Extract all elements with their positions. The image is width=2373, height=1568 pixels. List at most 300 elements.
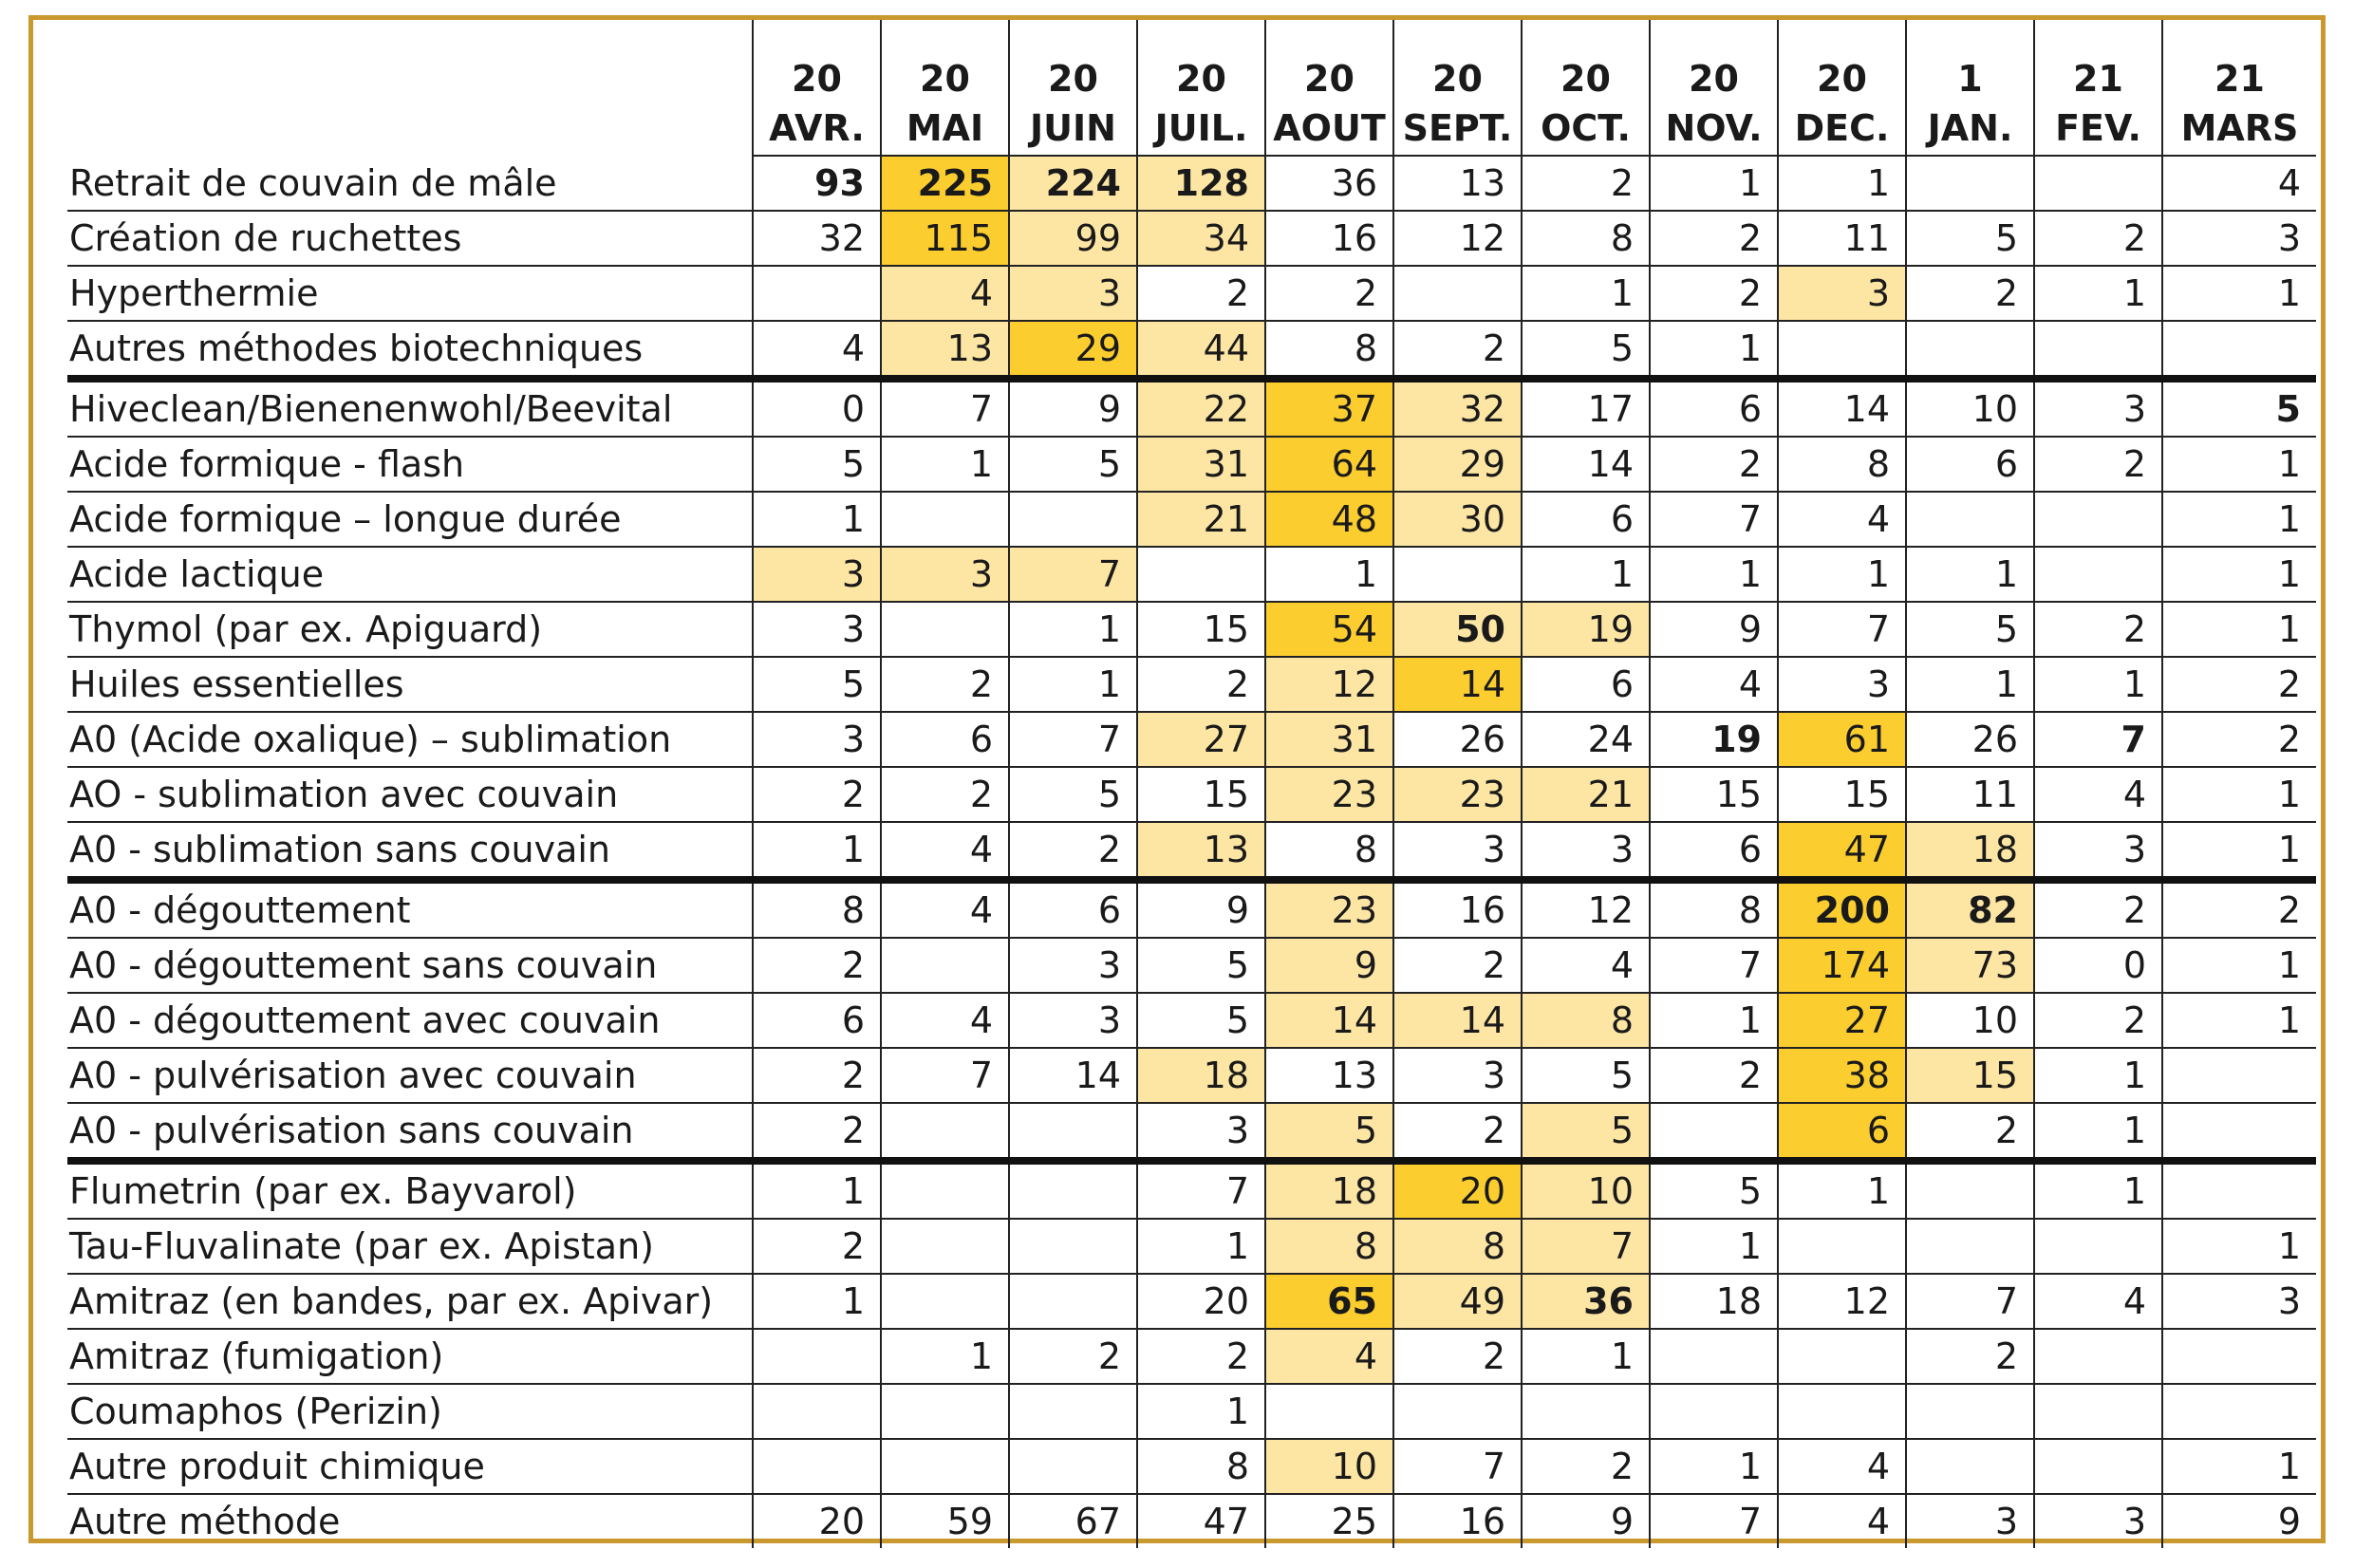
column-header-year: 20 bbox=[1560, 58, 1611, 100]
table-row bbox=[67, 1494, 2316, 1548]
table-cell bbox=[1906, 1384, 2034, 1439]
table-cell bbox=[1009, 1439, 1137, 1494]
table-cell: 1 bbox=[753, 1274, 881, 1329]
table-cell bbox=[881, 1439, 1009, 1494]
table-cell: 36 bbox=[1522, 1274, 1650, 1329]
table-cell bbox=[2162, 1048, 2316, 1103]
table-cell: 2 bbox=[1522, 156, 1650, 211]
table-cell bbox=[2162, 1161, 2316, 1219]
table-cell: 2 bbox=[1906, 1329, 2034, 1384]
table-cell: 8 bbox=[1265, 822, 1393, 880]
column-header-month: AVR. bbox=[769, 107, 865, 149]
table-cell: 3 bbox=[2162, 1274, 2316, 1329]
table-cell: 16 bbox=[1265, 211, 1393, 266]
table-cell: 3 bbox=[1778, 657, 1906, 712]
row-label: Acide lactique bbox=[67, 547, 753, 602]
table-cell bbox=[881, 1103, 1009, 1161]
table-cell: 5 bbox=[1137, 938, 1265, 993]
row-label: Acide formique - flash bbox=[67, 437, 753, 492]
table-cell: 6 bbox=[753, 993, 881, 1048]
table-cell: 36 bbox=[1265, 156, 1393, 211]
table-cell: 1 bbox=[2162, 1439, 2316, 1494]
table-row bbox=[67, 712, 2316, 767]
table-cell: 2 bbox=[1650, 437, 1778, 492]
table-cell: 7 bbox=[1778, 602, 1906, 657]
column-header-year: 20 bbox=[1689, 58, 1739, 100]
table-cell bbox=[1009, 1103, 1137, 1161]
table-cell: 3 bbox=[753, 602, 881, 657]
table-cell: 14 bbox=[1393, 993, 1522, 1048]
table-cell: 9 bbox=[1265, 938, 1393, 993]
table-cell: 19 bbox=[1522, 602, 1650, 657]
table-cell: 8 bbox=[1265, 1219, 1393, 1274]
table-cell: 13 bbox=[1265, 1048, 1393, 1103]
row-label: Création de ruchettes bbox=[67, 211, 753, 266]
table-cell bbox=[881, 938, 1009, 993]
column-header-year: 20 bbox=[920, 58, 970, 100]
table-cell: 15 bbox=[1778, 767, 1906, 822]
table-cell: 3 bbox=[1778, 266, 1906, 321]
column-header-month: SEPT. bbox=[1402, 107, 1513, 149]
table-cell: 10 bbox=[1906, 379, 2034, 437]
table-cell: 2 bbox=[1393, 321, 1522, 379]
table-cell: 1 bbox=[2034, 657, 2162, 712]
table-cell: 1 bbox=[2034, 1103, 2162, 1161]
column-header bbox=[753, 20, 881, 156]
table-cell: 3 bbox=[1906, 1494, 2034, 1548]
table-cell: 7 bbox=[1522, 1219, 1650, 1274]
table-cell: 5 bbox=[1906, 602, 2034, 657]
table-cell: 15 bbox=[1650, 767, 1778, 822]
table-cell bbox=[1009, 1274, 1137, 1329]
table-cell: 30 bbox=[1393, 492, 1522, 547]
table-cell: 6 bbox=[1650, 822, 1778, 880]
table-cell: 2 bbox=[753, 1219, 881, 1274]
table-cell: 20 bbox=[1137, 1274, 1265, 1329]
table-cell: 1 bbox=[1009, 657, 1137, 712]
table-cell: 8 bbox=[1650, 880, 1778, 938]
table-cell: 5 bbox=[1522, 1048, 1650, 1103]
table-cell: 59 bbox=[881, 1494, 1009, 1548]
table-cell: 1 bbox=[1265, 547, 1393, 602]
table-cell: 2 bbox=[1009, 1329, 1137, 1384]
table-cell: 13 bbox=[1137, 822, 1265, 880]
table-cell bbox=[1778, 321, 1906, 379]
table-cell: 11 bbox=[1906, 767, 2034, 822]
table-cell: 2 bbox=[2034, 602, 2162, 657]
table-cell: 17 bbox=[1522, 379, 1650, 437]
column-header bbox=[1522, 20, 1650, 156]
table-cell: 20 bbox=[753, 1494, 881, 1548]
table-cell: 5 bbox=[1265, 1103, 1393, 1161]
row-label: Acide formique – longue durée bbox=[67, 492, 753, 547]
table-cell: 6 bbox=[1009, 880, 1137, 938]
table-cell: 2 bbox=[2034, 437, 2162, 492]
table-cell: 0 bbox=[753, 379, 881, 437]
table-cell: 2 bbox=[753, 767, 881, 822]
column-header-year: 1 bbox=[1957, 58, 1983, 100]
table-cell: 1 bbox=[1778, 547, 1906, 602]
table-cell: 4 bbox=[881, 880, 1009, 938]
row-label: A0 - sublimation sans couvain bbox=[67, 822, 753, 880]
table-cell: 8 bbox=[1522, 211, 1650, 266]
table-row bbox=[67, 379, 2316, 437]
table-cell: 7 bbox=[1650, 938, 1778, 993]
table-cell bbox=[2034, 321, 2162, 379]
column-header-year: 20 bbox=[1817, 58, 1867, 100]
table-cell: 11 bbox=[1778, 211, 1906, 266]
column-header-year: 20 bbox=[1048, 58, 1098, 100]
table-cell: 34 bbox=[1137, 211, 1265, 266]
table-cell: 1 bbox=[1906, 547, 2034, 602]
table-cell: 200 bbox=[1778, 880, 1906, 938]
table-cell: 32 bbox=[1393, 379, 1522, 437]
column-header-month: OCT. bbox=[1541, 107, 1631, 149]
table-cell: 7 bbox=[1137, 1161, 1265, 1219]
table-cell: 5 bbox=[2162, 379, 2316, 437]
table-cell: 14 bbox=[1009, 1048, 1137, 1103]
table-cell: 18 bbox=[1650, 1274, 1778, 1329]
table-cell: 4 bbox=[881, 822, 1009, 880]
table-cell: 2 bbox=[1137, 266, 1265, 321]
table-cell bbox=[1906, 1219, 2034, 1274]
table-cell: 4 bbox=[1778, 1494, 1906, 1548]
table-cell: 7 bbox=[1009, 712, 1137, 767]
table-frame bbox=[28, 15, 2326, 1543]
table-cell: 5 bbox=[1137, 993, 1265, 1048]
table-cell: 47 bbox=[1137, 1494, 1265, 1548]
table-row bbox=[67, 266, 2316, 321]
table-cell bbox=[2162, 321, 2316, 379]
table-cell: 2 bbox=[2034, 880, 2162, 938]
table-cell: 6 bbox=[881, 712, 1009, 767]
table-cell: 31 bbox=[1265, 712, 1393, 767]
table-cell: 22 bbox=[1137, 379, 1265, 437]
table-cell: 47 bbox=[1778, 822, 1906, 880]
table-cell: 8 bbox=[1393, 1219, 1522, 1274]
table-cell: 21 bbox=[1522, 767, 1650, 822]
table-cell: 3 bbox=[2034, 1494, 2162, 1548]
table-cell: 1 bbox=[2034, 266, 2162, 321]
table-cell: 2 bbox=[2034, 211, 2162, 266]
table-cell: 2 bbox=[2162, 657, 2316, 712]
column-header-month: MAI bbox=[906, 107, 984, 149]
table-row bbox=[67, 1219, 2316, 1274]
table-cell bbox=[1906, 1439, 2034, 1494]
table-cell bbox=[1137, 547, 1265, 602]
table-cell: 18 bbox=[1906, 822, 2034, 880]
column-header-month: JAN. bbox=[1927, 107, 2013, 149]
table-cell: 4 bbox=[2034, 1274, 2162, 1329]
column-header-month: JUIN bbox=[1030, 107, 1116, 149]
table-row bbox=[67, 1384, 2316, 1439]
table-cell: 3 bbox=[2034, 822, 2162, 880]
table-cell: 3 bbox=[1522, 822, 1650, 880]
table-cell: 13 bbox=[881, 321, 1009, 379]
table-cell: 64 bbox=[1265, 437, 1393, 492]
table-cell: 16 bbox=[1393, 880, 1522, 938]
table-cell: 1 bbox=[1778, 156, 1906, 211]
table-cell: 2 bbox=[753, 1103, 881, 1161]
table-cell: 1 bbox=[2162, 437, 2316, 492]
column-header bbox=[1009, 20, 1137, 156]
table-cell bbox=[2034, 1439, 2162, 1494]
table-cell: 2 bbox=[1906, 1103, 2034, 1161]
table-cell bbox=[1906, 1161, 2034, 1219]
table-cell bbox=[1906, 156, 2034, 211]
table-cell: 99 bbox=[1009, 211, 1137, 266]
table-cell bbox=[1778, 1329, 1906, 1384]
table-cell: 4 bbox=[1778, 1439, 1906, 1494]
table-cell bbox=[1650, 1329, 1778, 1384]
row-label: Tau-Fluvalinate (par ex. Apistan) bbox=[67, 1219, 753, 1274]
table-cell: 3 bbox=[2162, 211, 2316, 266]
table-cell bbox=[1522, 1384, 1650, 1439]
table-cell: 25 bbox=[1265, 1494, 1393, 1548]
table-cell: 4 bbox=[2034, 767, 2162, 822]
table-cell bbox=[881, 1384, 1009, 1439]
table-cell: 10 bbox=[1265, 1439, 1393, 1494]
table-cell: 2 bbox=[2162, 712, 2316, 767]
table-cell: 1 bbox=[1137, 1219, 1265, 1274]
table-cell: 12 bbox=[1265, 657, 1393, 712]
table-cell: 18 bbox=[1137, 1048, 1265, 1103]
table-row bbox=[67, 156, 2316, 211]
table-cell: 2 bbox=[1650, 266, 1778, 321]
table-cell: 14 bbox=[1393, 657, 1522, 712]
table-cell bbox=[2162, 1103, 2316, 1161]
table-cell: 8 bbox=[1778, 437, 1906, 492]
table-cell: 1 bbox=[753, 822, 881, 880]
column-header bbox=[1393, 20, 1522, 156]
table-row bbox=[67, 938, 2316, 993]
table-cell bbox=[881, 1274, 1009, 1329]
table-cell: 8 bbox=[1522, 993, 1650, 1048]
table-cell: 1 bbox=[2162, 602, 2316, 657]
table-cell: 1 bbox=[2162, 1219, 2316, 1274]
row-label: Thymol (par ex. Apiguard) bbox=[67, 602, 753, 657]
table-cell: 8 bbox=[753, 880, 881, 938]
table-cell: 4 bbox=[1650, 657, 1778, 712]
table-cell: 5 bbox=[1522, 321, 1650, 379]
table-cell: 0 bbox=[2034, 938, 2162, 993]
column-header bbox=[2034, 20, 2162, 156]
table-cell: 15 bbox=[1906, 1048, 2034, 1103]
table-cell: 44 bbox=[1137, 321, 1265, 379]
column-header-month: FEV. bbox=[2055, 107, 2141, 149]
table-cell: 65 bbox=[1265, 1274, 1393, 1329]
table-cell bbox=[1906, 492, 2034, 547]
table-cell: 1 bbox=[1650, 1439, 1778, 1494]
table-cell: 7 bbox=[2034, 712, 2162, 767]
table-row bbox=[67, 211, 2316, 266]
table-cell: 115 bbox=[881, 211, 1009, 266]
table-cell bbox=[1650, 1103, 1778, 1161]
row-label: A0 - pulvérisation sans couvain bbox=[67, 1103, 753, 1161]
table-row bbox=[67, 547, 2316, 602]
table-cell: 7 bbox=[1650, 1494, 1778, 1548]
row-label: A0 - dégouttement avec couvain bbox=[67, 993, 753, 1048]
table-cell: 49 bbox=[1393, 1274, 1522, 1329]
table-cell: 2 bbox=[881, 767, 1009, 822]
table-cell: 7 bbox=[1393, 1439, 1522, 1494]
table-cell: 7 bbox=[881, 379, 1009, 437]
table-cell: 29 bbox=[1009, 321, 1137, 379]
table-cell: 10 bbox=[1906, 993, 2034, 1048]
column-header-month: DEC. bbox=[1794, 107, 1890, 149]
table-cell: 32 bbox=[753, 211, 881, 266]
table-cell: 26 bbox=[1906, 712, 2034, 767]
table-cell: 67 bbox=[1009, 1494, 1137, 1548]
table-cell: 2 bbox=[1393, 1329, 1522, 1384]
table-row bbox=[67, 1274, 2316, 1329]
table-cell: 174 bbox=[1778, 938, 1906, 993]
table-cell: 1 bbox=[1650, 1219, 1778, 1274]
column-header bbox=[1265, 20, 1393, 156]
row-label: Huiles essentielles bbox=[67, 657, 753, 712]
table-cell: 2 bbox=[1650, 1048, 1778, 1103]
table-cell bbox=[1265, 1384, 1393, 1439]
table-cell: 1 bbox=[2162, 993, 2316, 1048]
table-cell: 73 bbox=[1906, 938, 2034, 993]
table-cell: 8 bbox=[1265, 321, 1393, 379]
table-cell: 1 bbox=[1906, 657, 2034, 712]
table-cell: 1 bbox=[1522, 1329, 1650, 1384]
table-cell: 26 bbox=[1393, 712, 1522, 767]
table-cell: 9 bbox=[1137, 880, 1265, 938]
table-row bbox=[67, 767, 2316, 822]
column-header-year: 20 bbox=[1304, 58, 1355, 100]
table-cell: 5 bbox=[1009, 437, 1137, 492]
column-header-year: 21 bbox=[2214, 58, 2265, 100]
row-label: Hyperthermie bbox=[67, 266, 753, 321]
column-header bbox=[1778, 20, 1906, 156]
table-cell: 14 bbox=[1265, 993, 1393, 1048]
table-cell: 4 bbox=[881, 266, 1009, 321]
table-cell: 2 bbox=[1137, 1329, 1265, 1384]
row-label: Coumaphos (Perizin) bbox=[67, 1384, 753, 1439]
table-cell: 12 bbox=[1778, 1274, 1906, 1329]
table-cell: 27 bbox=[1778, 993, 1906, 1048]
table-cell bbox=[1778, 1219, 1906, 1274]
column-header-year: 21 bbox=[2073, 58, 2123, 100]
table-cell: 7 bbox=[881, 1048, 1009, 1103]
table-cell: 1 bbox=[881, 437, 1009, 492]
table-cell bbox=[2034, 1329, 2162, 1384]
table-cell bbox=[2034, 1219, 2162, 1274]
table-cell: 2 bbox=[1522, 1439, 1650, 1494]
table-cell: 5 bbox=[753, 437, 881, 492]
table-cell: 9 bbox=[1650, 602, 1778, 657]
table-cell: 6 bbox=[1650, 379, 1778, 437]
table-cell: 5 bbox=[753, 657, 881, 712]
table-cell: 1 bbox=[1137, 1384, 1265, 1439]
table-cell: 2 bbox=[753, 938, 881, 993]
table-cell: 3 bbox=[1009, 266, 1137, 321]
table-cell bbox=[2034, 547, 2162, 602]
table-cell: 15 bbox=[1137, 767, 1265, 822]
table-cell: 1 bbox=[2162, 938, 2316, 993]
table-cell: 2 bbox=[1393, 938, 1522, 993]
table-cell: 3 bbox=[1393, 1048, 1522, 1103]
table-row bbox=[67, 1103, 2316, 1161]
table-row bbox=[67, 1048, 2316, 1103]
table-row bbox=[67, 437, 2316, 492]
table-cell: 5 bbox=[1906, 211, 2034, 266]
table-cell: 1 bbox=[1522, 266, 1650, 321]
table-cell bbox=[1009, 1384, 1137, 1439]
table-cell: 6 bbox=[1906, 437, 2034, 492]
table-cell: 3 bbox=[1009, 993, 1137, 1048]
table-cell: 12 bbox=[1522, 880, 1650, 938]
row-label: Autres méthodes biotechniques bbox=[67, 321, 753, 379]
table-row bbox=[67, 657, 2316, 712]
table-row bbox=[67, 602, 2316, 657]
table-cell: 1 bbox=[1650, 156, 1778, 211]
column-header bbox=[2162, 20, 2316, 156]
table-cell: 1 bbox=[2162, 767, 2316, 822]
table-cell: 1 bbox=[2162, 266, 2316, 321]
table-cell: 2 bbox=[1393, 1103, 1522, 1161]
table-cell: 13 bbox=[1393, 156, 1522, 211]
table-cell: 4 bbox=[881, 993, 1009, 1048]
table-cell: 14 bbox=[1778, 379, 1906, 437]
table-cell: 10 bbox=[1522, 1161, 1650, 1219]
table-cell bbox=[1393, 547, 1522, 602]
table-cell: 4 bbox=[753, 321, 881, 379]
table-cell bbox=[2162, 1384, 2316, 1439]
table-cell: 48 bbox=[1265, 492, 1393, 547]
column-header bbox=[1906, 20, 2034, 156]
table-row bbox=[67, 1439, 2316, 1494]
table-cell: 23 bbox=[1265, 767, 1393, 822]
table-cell: 2 bbox=[1650, 211, 1778, 266]
table-cell: 6 bbox=[1522, 657, 1650, 712]
table-cell: 3 bbox=[753, 712, 881, 767]
table-cell: 18 bbox=[1265, 1161, 1393, 1219]
row-label: Autre méthode bbox=[69, 1501, 341, 1542]
table-cell bbox=[1009, 1161, 1137, 1219]
table-cell: 7 bbox=[1009, 547, 1137, 602]
table-cell bbox=[881, 492, 1009, 547]
table-cell: 93 bbox=[753, 156, 881, 211]
table-cell: 2 bbox=[881, 657, 1009, 712]
table-cell: 82 bbox=[1906, 880, 2034, 938]
table-cell bbox=[753, 266, 881, 321]
table-cell: 1 bbox=[753, 1161, 881, 1219]
table-cell bbox=[1650, 1384, 1778, 1439]
table-cell: 1 bbox=[2162, 547, 2316, 602]
table-cell: 1 bbox=[2034, 1161, 2162, 1219]
table-cell: 23 bbox=[1393, 767, 1522, 822]
column-header bbox=[881, 20, 1009, 156]
table-cell: 1 bbox=[1778, 1161, 1906, 1219]
table-cell: 3 bbox=[753, 547, 881, 602]
table-cell: 8 bbox=[1137, 1439, 1265, 1494]
table-cell bbox=[881, 602, 1009, 657]
header-row bbox=[67, 20, 2316, 156]
row-label: Flumetrin (par ex. Bayvarol) bbox=[67, 1161, 753, 1219]
table-row bbox=[67, 321, 2316, 379]
table-cell: 54 bbox=[1265, 602, 1393, 657]
table-cell: 2 bbox=[1265, 266, 1393, 321]
table-cell: 1 bbox=[881, 1329, 1009, 1384]
table-cell: 19 bbox=[1650, 712, 1778, 767]
row-label: A0 - dégouttement bbox=[67, 880, 753, 938]
table-row bbox=[67, 822, 2316, 880]
table-row bbox=[67, 1329, 2316, 1384]
column-header-month: JUIL. bbox=[1154, 107, 1248, 149]
